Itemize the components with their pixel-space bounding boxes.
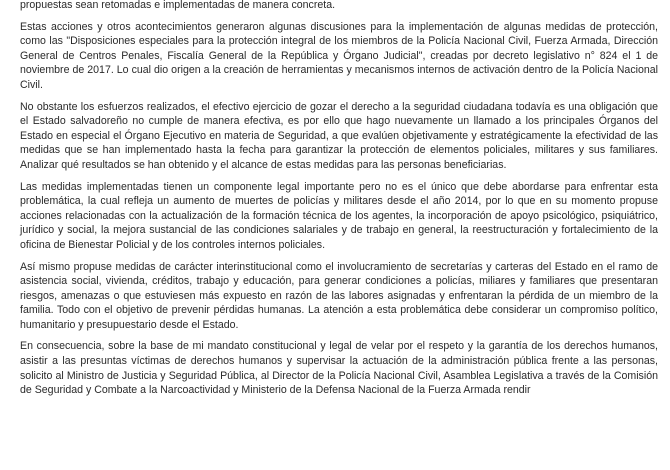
paragraph-3: No obstante los esfuerzos realizados, el efectivo ejercicio de gozar el derecho a la seguridad ciudadana todavía es una obligación que el Estado salvadoreño no cumple de manera efectiva, es por ello que hago nuevamente un llamado a los principales Órganos del Estado en especial el Órgano Ejecutivo en materia de Seguridad, a que evalúen objetivamente y estratégicamente la efectividad de las medidas que se han implementado hasta la fecha para garantizar la protección de elementos policiales, militares y sus familiares. Analizar qué resultados se han obtenido y el alcance de estas medidas para las personas beneficiarias. [20,100,658,171]
paragraph-4: Las medidas implementadas tienen un componente legal importante pero no es el único que debe abordarse para enfrentar esta problemática, la cual refleja un aumento de muertes de policías y militares desde el año 2014, por lo que en su momento propuse acciones relacionadas con la actualización de la formación técnica de los agentes, la incorporación de apoyo psicológico, psiquiátrico, jurídico y social, la mejora sustancial de las condiciones salariales y de trabajo en general, la reestructuración y fortalecimiento de la oficina de Bienestar Policial y de los controles internos policiales. [20,180,658,251]
paragraph-5: Así mismo propuse medidas de carácter interinstitucional como el involucramiento de secretarías y carteras del Estado en el ramo de asistencia social, vivienda, créditos, trabajo y educación, para generar condiciones a policías, miliares y familiares que presentaran riesgos, amenazas o que estuviesen más expuesto en razón de las labores asignadas y enfrentaran la pérdida de un miembro de la familia. Todo con el objetivo de prevenir pérdidas humanas. La atención a esta problemática debe considerar un compromiso político, humanitario y presupuestario desde el Estado. [20,260,658,331]
paragraph-1: propuestas sean retomadas e implementadas de manera concreta. [20,0,336,11]
paragraph-2: Estas acciones y otros acontecimientos generaron algunas discusiones para la implementación de algunas medidas de protección, como las "Disposiciones especiales para la protección integral de los miembros de la Policía Nacional Civil, Fuerza Armada, Dirección General de Centros Penales, Fiscalía General de la República y Órgano Judicial", creadas por decreto legislativo n° 824 el 1 de noviembre de 2017. Lo cual dio origen a la creación de herramientas y mecanismos internos de activación dentro de la Policía Nacional Civil. [20,20,658,91]
paragraph-6: En consecuencia, sobre la base de mi mandato constitucional y legal de velar por el respeto y la garantía de los derechos humanos, asistir a las presuntas víctimas de derechos humanos y supervisar la actuación de la administración pública frente a las personas, solicito al Ministro de Justicia y Seguridad Pública, al Director de la Policía Nacional Civil, Asamblea Legislativa a través de la Comisión de Seguridad y Combate a la Narcoactividad y Ministerio de la Defensa Nacional de la Fuerza Armada rendir [20,340,658,397]
